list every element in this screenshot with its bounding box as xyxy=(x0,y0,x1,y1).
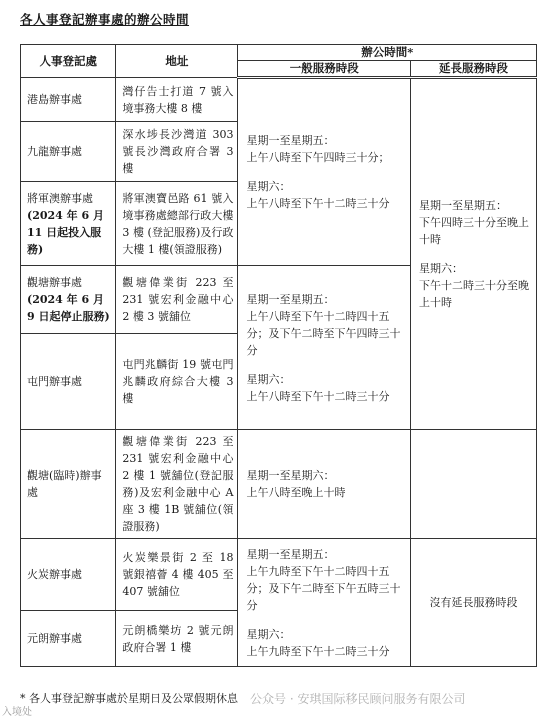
table-row xyxy=(21,539,537,611)
header-office: 人事登記處 xyxy=(21,45,116,78)
office-hours-table xyxy=(20,44,537,667)
office-address: 觀塘偉業街 223 至 231 號宏利金融中心 2 樓 3 號舖位 xyxy=(116,266,238,334)
ext-weekday-label: 星期一至星期五： xyxy=(418,199,507,212)
normal-hours-a xyxy=(238,78,411,266)
office-address: 觀塘偉業街 223 至 231 號宏利金融中心 2 樓 1 號舖位(登記服務)及宏利金融中心 A 座 3 樓 1B 號舖位(領證服務) xyxy=(116,430,238,539)
office-name: 觀塘辦事處 xyxy=(27,276,82,289)
weekday-hours: 上午八時至晚上十時 xyxy=(246,486,346,499)
ext-weekday-hours: 下午四時三十分至晚上十時 xyxy=(418,216,529,246)
office-address: 深水埗長沙灣道 303 號長沙灣政府合署 3 樓 xyxy=(116,122,238,182)
extended-hours-empty xyxy=(410,430,536,539)
weekday-hours: 上午八時至下午四時三十分； xyxy=(246,151,390,164)
weekday-label: 星期一至星期六： xyxy=(246,469,335,482)
normal-hours-d xyxy=(238,539,411,667)
footnote: * 各人事登記辦事處於星期日及公眾假期休息 xyxy=(20,692,238,705)
office-name: 將軍澳辦事處 xyxy=(27,191,93,205)
header-address: 地址 xyxy=(116,45,238,78)
watermark-logo: 入境处 xyxy=(2,707,32,718)
extended-hours xyxy=(410,78,536,430)
weekday-label: 星期一至星期五： xyxy=(246,134,335,147)
office-cell xyxy=(21,266,116,334)
ext-saturday-label: 星期六： xyxy=(418,262,463,275)
office-address: 將軍澳寶邑路 61 號入境事務處總部行政大樓 3 樓 (登記服務)及行政大樓 1 樓(領證服務) xyxy=(116,182,238,266)
saturday-hours: 上午九時至下午十二時三十分 xyxy=(246,644,390,658)
header-extended: 延長服務時段 xyxy=(410,61,536,78)
office-address: 屯門兆麟街 19 號屯門兆麟政府綜合大樓 3 樓 xyxy=(116,334,238,430)
saturday-hours: 上午八時至下午十二時三十分 xyxy=(246,389,390,403)
office-name: 港島辦事處 xyxy=(21,78,116,122)
header-hours: 辦公時間* xyxy=(238,45,537,61)
page-title: 各人事登記辦事處的辦公時間 xyxy=(20,12,190,27)
office-name: 屯門辦事處 xyxy=(21,334,116,430)
saturday-label: 星期六： xyxy=(246,372,291,386)
no-extended-hours: 沒有延長服務時段 xyxy=(410,539,536,667)
office-address: 灣仔告士打道 7 號入境事務大樓 8 樓 xyxy=(116,78,238,122)
office-address: 元朗橋樂坊 2 號元朗政府合署 1 樓 xyxy=(116,611,238,667)
header-normal: 一般服務時段 xyxy=(238,61,411,78)
weekday-hours: 上午八時至下午十二時四十五分；及下午二時至下午四時三十分 xyxy=(246,309,401,357)
office-address: 火炭樂景街 2 至 18 號銀禧薈 4 樓 405 至 407 號舖位 xyxy=(116,539,238,611)
office-note: (2024 年 6 月 9 日起停止服務) xyxy=(27,293,110,323)
office-name: 元朗辦事處 xyxy=(21,611,116,667)
office-name: 九龍辦事處 xyxy=(21,122,116,182)
office-name: 火炭辦事處 xyxy=(21,539,116,611)
saturday-hours: 上午八時至下午十二時三十分 xyxy=(246,197,390,210)
normal-hours-c xyxy=(238,430,411,539)
ext-saturday-hours: 下午十二時三十分至晚上十時 xyxy=(418,279,529,309)
office-cell xyxy=(21,182,116,266)
watermark-text: 公众号 · 安琪国际移民顾问服务有限公司 xyxy=(250,692,466,706)
table-row xyxy=(21,78,537,122)
office-name: 觀塘(臨時)辦事處 xyxy=(21,430,116,539)
saturday-label: 星期六： xyxy=(246,180,291,193)
normal-hours-b xyxy=(238,266,411,430)
weekday-label: 星期一至星期五： xyxy=(246,292,335,306)
weekday-hours: 上午九時至下午十二時四十五分；及下午二時至下午五時三十分 xyxy=(246,564,401,612)
saturday-label: 星期六： xyxy=(246,627,291,641)
weekday-label: 星期一至星期五： xyxy=(246,547,335,561)
table-row xyxy=(21,430,537,539)
office-note: (2024 年 6 月 11 日起投入服務) xyxy=(27,208,104,256)
